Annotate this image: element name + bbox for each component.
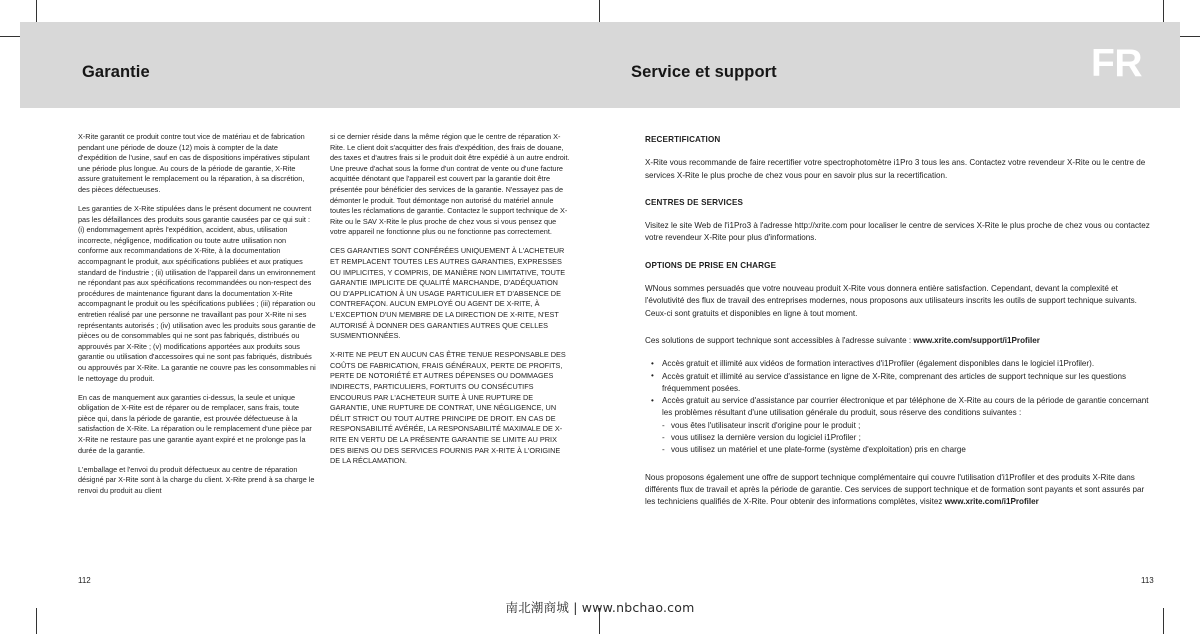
paragraph: En cas de manquement aux garanties ci-dessus, la seule et unique obligation de X-Rite est de réparer ou de remplacer, sans frais, toute pièce qui, dans la période de garantie, est prouvée défectueuse à la satisfaction de X-Rite. La réparation ou le remplacement d'une pièce par X-Rite ne restaure pas une garantie ayant expiré et ne prolonge pas la durée de la garantie. (78, 392, 312, 455)
language-tag: FR (1091, 42, 1142, 85)
profiler-url-link[interactable]: www.xrite.com/i1Profiler (944, 497, 1039, 507)
paragraph-recertification: X-Rite vous recommande de faire recertifier votre spectrophotomètre i1Pro 3 tous les ans. Contactez votre revendeur X-Rite ou le centre de services X-Rite le plus proche de chez vous pour en savoir plus sur la recertification. (645, 158, 1146, 180)
list-item (645, 358, 1150, 370)
list-item-text: Accès gratuit et illimité aux vidéos de formation interactives d'i1Profiler (également disponibles dans le logiciel i1Profiler). (662, 359, 1095, 369)
list-item-text: Accès gratuit et illimité au service d'assistance en ligne de X-Rite, comprenant des articles de support technique sur les questions fréquemment posées. (662, 371, 1127, 393)
paragraph-solutions-lead (645, 335, 1150, 347)
folio-left: 112 (78, 576, 91, 585)
heading-centres-de-services: CENTRES DE SERVICES (645, 197, 744, 207)
list-item (645, 371, 1150, 396)
list-item (645, 395, 1150, 456)
right-page (600, 108, 1180, 590)
paragraph: CES GARANTIES SONT CONFÉRÉES UNIQUEMENT À L'ACHETEUR ET REMPLACENT TOUTES LES AUTRES GARANTIES, EXPRESSES OU IMPLICITES, Y COMPRIS, DE MANIÈRE NON LIMITATIVE, TOUTE GARANTIE IMPLICITE DE QUALITÉ MARCHANDE, D'ADÉQUATION OU D'APPLICATION À UN USAGE PARTICULIER ET D'ABSENCE DE CONTREFAÇON. AUCUN EMPLOYÉ OU AGENT DE X-RITE, À L'EXCEPTION D'UN MEMBRE DE LA DIRECTION DE X-RITE, N'EST AUTORISÉ À DONNER DES GARANTIES AUTRES QUE CELLES SUSMENTIONNÉES. (330, 246, 566, 341)
sublist-item: - vous utilisez un matériel et une plate-forme (système d'exploitation) pris en charge (662, 444, 1150, 456)
heading-options-de-prise-en-charge: OPTIONS DE PRISE EN CHARGE (645, 260, 777, 270)
watermark: 南北潮商城 | www.nbchao.com (505, 600, 695, 615)
paragraph: L'emballage et l'envoi du produit défectueux au centre de réparation désigné par X-Rite sont à la charge du client. X-Rite prend à sa charge le renvoi du produit au client (78, 464, 315, 495)
page-title-left: Garantie (82, 63, 150, 81)
page-spread (20, 22, 1180, 590)
paragraph: X-RITE NE PEUT EN AUCUN CAS ÊTRE TENUE RESPONSABLE DES COÛTS DE FABRICATION, FRAIS GÉNÉRAUX, PERTE DE PROFITS, PERTE DE NOTORIÉTÉ ET AUTRES DÉPENSES OU DOMMAGES INDIRECTS, PARTICULIERS, FORTUITS OU CONSÉCUTIFS ENCOURUS PAR L'ACHETEUR SUITE À UNE RUPTURE DE GARANTIE, UNE RUPTURE DE CONTRAT, UNE NÉGLIGENCE, UN DÉLIT STRICT OU TOUT AUTRE PRINCIPE DE DROIT. EN CAS DE RESPONSABILITÉ AVÉRÉE, LA RESPONSABILITÉ MAXIMALE DE X-RITE EN VERTU DE LA PRÉSENTE GARANTIE SE LIMITE AU PRIX DES BIENS OU DES SERVICES FOURNIS PAR X-RITE À L'ORIGINE DE LA RÉCLAMATION. (330, 350, 566, 466)
folio-right: 113 (1141, 576, 1154, 585)
paragraph: X-Rite garantit ce produit contre tout vice de matériau et de fabrication pendant une période de douze (12) mois à compter de la date d'expédition de l'usine, sauf en cas de dispositions impératives stipulant une période plus longue. Au cours de la période de garantie, X-Rite assure gratuitement le remplacement ou la réparation, à sa discrétion, des pièces défectueuses. (78, 132, 310, 194)
left-page-column-1 (78, 132, 318, 497)
sublist-item: - vous utilisez la dernière version du logiciel i1Profiler ; (662, 432, 1150, 444)
paragraph-centres-de-services: Visitez le site Web de l'i1Pro3 à l'adresse http://xrite.com pour localiser le centre de services X-Rite le plus proche de chez vous ou contactez votre revendeur X-Rite pour plus d'informations. (645, 221, 1150, 243)
support-url-link[interactable]: www.xrite.com/support/i1Profiler (913, 335, 1040, 345)
left-page (20, 108, 590, 590)
left-page-column-2 (330, 132, 570, 467)
paragraph-options: WNous sommes persuadés que votre nouveau produit X-Rite vous donnera entière satisfaction. Cependant, devant la complexité et l'évolutivité des flux de travail des entreprises modernes, nous proposons aux utilisateurs inscrits les outils de support technique suivants. Ceux-ci sont gratuits et disponibles en ligne à tout moment. (645, 284, 1137, 318)
paragraph-closing (645, 472, 1150, 509)
list-item-text: Accès gratuit au service d'assistance par courrier électronique et par téléphone de X-Rite au cours de la période de garantie concernant les problèmes résultant d'une utilisation générale du produit, sous réserve des conditions suivantes : (662, 396, 1149, 418)
support-options-list (645, 358, 1150, 456)
solutions-lead-text: Ces solutions de support technique sont accessibles à l'adresse suivante : (645, 335, 914, 345)
paragraph: Les garanties de X-Rite stipulées dans le présent document ne couvrent pas les défaillances des produits sous garantie causées par ce qui suit : (i) endommagement après l'expédition, accident, abus, utilisation incorrecte, négligence, modification ou toute autre utilisation non conforme aux recommandations de X-Rite, à la documentation accompagnant le produit, aux spécifications publiées et aux pratiques standard de l'industrie ; (ii) utilisation de l'appareil dans un environnement ne répondant pas aux spécifications recommandées ou non-respect des procédures de maintenance figurant dans la documentation X-Rite accompagnant le produit ou les spécifications publiées ; (iii) réparation ou entretien réalisé par une personne ne travaillant pas pour X-Rite ni ses représentants autorisés ; (iv) utilisation avec les produits sous garantie de pièces ou de consommables qui ne sont pas fabriqués, distribués ou approuvés par X-Rite ; (v) modifications apportées aux produits sous garantie ou utilisation d'accessoires qui ne sont pas fabriqués, distribués ou approuvés par X-Rite. La garantie ne couvre pas les consommables ni le nettoyage du produit. (78, 204, 316, 383)
heading-recertification: RECERTIFICATION (645, 135, 721, 144)
header-band (20, 22, 1180, 108)
page-title-right: Service et support (631, 63, 777, 81)
conditions-sublist (662, 420, 1150, 457)
right-page-body (645, 134, 1150, 524)
paragraph: si ce dernier réside dans la même région que le centre de réparation X-Rite. Le client doit s'acquitter des frais d'expédition, des frais de douane, des taxes et d'autres frais si le produit doit être expédié à un autre endroit. Une preuve d'achat sous la forme d'un contrat de vente ou d'une facture acquittée dénotant que l'appareil est couvert par la garantie doit être présentée pour bénéficier des services de la garantie. N'essayez pas de démonter le produit. Tout démontage non autorisé du matériel annule toutes les réclamations de garantie. Contactez le support technique de X-Rite ou le SAV X-Rite le plus proche de chez vous si vous pensez que votre appareil ne fonctionne plus ou ne fonctionne pas correctement. (330, 132, 570, 237)
sublist-item: - vous êtes l'utilisateur inscrit d'origine pour le produit ; (662, 420, 1150, 432)
closing-text: Nous proposons également une offre de support technique complémentaire qui couvre l'utilisation d'i1Profiler et des produits X-Rite dans différents flux de travail et après la période de garantie. Ces services de support technique et de formation sont payants et sont assurés par les techniciens qualifiés de X-Rite. Pour obtenir des informations complètes, visitez (645, 472, 1145, 507)
